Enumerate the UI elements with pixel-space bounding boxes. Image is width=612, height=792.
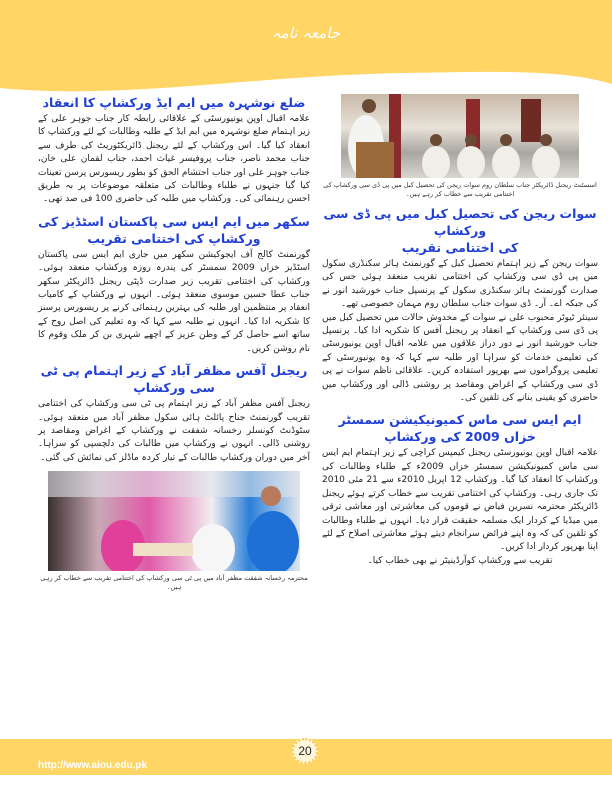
article-nowshera: [38, 94, 310, 207]
page-number: 20: [292, 738, 318, 764]
article-sukkur: [38, 213, 310, 356]
website-link[interactable]: http://www.aiou.edu.pk: [38, 760, 148, 771]
right-column: [322, 94, 598, 574]
article-paragraph: سینئر ٹیوٹر محبوب علی نے سوات کے مخدوش حالات میں تحصیل کبل میں پی ڈی سی ورکشاپ کے انعقاد پر ریجنل آفس کا شکریہ ادا کیا۔ پرنسپل جناب خورشید انور نے دور دراز علاقوں میں علامہ اقبال اوپن یونیورسٹی کی تعلیمی خدمات کو سراہا اور طلبہ سے کہا کہ وہ یونیورسٹی کے تعلیمی پروگراموں سے بھرپور استفادہ کریں۔ علاقائی ناظم سوات نے پی ڈی سی ورکشاپ کے اغراض ومقاصد پر روشنی ڈالی اور ورکشاپ میں حاضری کو یقینی بنانے کی تلقین کی۔: [322, 312, 598, 404]
article-body: ریجنل آفس مظفر آباد کے زیر اہتمام پی ٹی سی ورکشاپ کی اختتامی تقریب گورنمنٹ جناح پائلٹ ہائی سکول مظفر آباد میں منعقد ہوئی۔ سٹوڈنٹ کونسلر رخسانہ شفقت نے ورکشاپ کے اغراض ومقاصد پر روشنی ڈالی۔ انہوں نے ورکشاپ میں طالبات کی دلچسپی کو سراہا۔ آخر میں دوران ورکشاپ طالبات کے تیار کردہ ماڈلز کی نمائش کی گئی۔: [38, 399, 310, 463]
article-paragraph: تقریب سے ورکشاپ کوآرڈینیٹر نے بھی خطاب کیا۔: [367, 555, 553, 566]
article-title-line2: کی اختتامی تقریب: [401, 240, 519, 255]
photo-swat-workshop: [341, 94, 579, 178]
article-mass-communication: [322, 411, 598, 568]
header-wave: [0, 0, 612, 92]
article-swat: [322, 205, 598, 405]
article-title: سکھر میں ایم ایس سی پاکستان اسٹڈیز کی ورکشاپ کی اختتامی تقریب: [38, 213, 310, 246]
article-title: ضلع نوشہرہ میں ایم ایڈ ورکشاپ کا انعقاد: [42, 95, 306, 110]
article-body: گورنمنٹ کالج آف ایجوکیشن سکھر میں جاری ایم ایس سی پاکستان اسٹڈیز خزاں 2009 سمسٹر کی پندرہ روزہ ورکشاپ منعقد ہوئی۔ ورکشاپ کی اختتامی تقریب زیر صدارت ڈپٹی ریجنل ڈائریکٹر سکھر جناب عطا حسین موسوی منعقد ہوئی۔ انہوں نے ورکشاپ کے کامیاب انعقاد پر منتظمین اور طلبہ کی بہترین رہنمائی کرنے پر ریسورس پرسنز کا شکریہ ادا کیا۔ انہوں نے طلبہ سے کہا کہ وہ تعلیم کی اصل روح کے ساتھ اسے حاصل کر کے وطن عزیز کے اچھے شہری بن کر ملک وقوم کا نام روشن کریں۔: [38, 249, 310, 354]
article-paragraph: سوات ریجن کے زیر اہتمام تحصیل کبل کے گورنمنٹ ہائر سکنڈری سکول میں پی ڈی سی ورکشاپ کی اختتامی تقریب منعقد ہوئی جس کی صدارت گورنمنٹ ہائر سکنڈری سکول کے پرنسپل جناب خورشید انور نے کی جبکہ اے۔ آر۔ ڈی سوات جناب سلطان روم مہمان خصوصی تھے۔: [322, 259, 598, 310]
photo-caption: محترمہ رخسانہ شفقت مظفر آباد میں پی ٹی سی ورکشاپ کی اختتامی تقریب سے خطاب کر رہی ہیں۔: [40, 574, 308, 592]
photo-muzaffarabad-workshop: [48, 471, 300, 571]
publication-title: جامعہ نامہ: [271, 24, 341, 42]
header-banner: [0, 0, 612, 92]
article-muzaffarabad: [38, 362, 310, 465]
photo-caption: اسسٹنٹ ریجنل ڈائریکٹر جناب سلطان روم سوات ریجن کی تحصیل کبل میں پی ڈی سی ورکشاپ کی اختتامی تقریب سے خطاب کر رہے ہیں۔: [323, 181, 597, 198]
article-paragraph: علامہ اقبال اوپن یونیورسٹی ریجنل کیمپس کراچی کے زیر اہتمام ایم ایس سی ماس کمیونیکیشن سمسٹر خزاں 2009ء کے طلباء وطالبات کی ورکشاپ کا انعقاد کیا گیا۔ ورکشاپ 12 اپریل 2010ء سے 21 مئی 2010 تک جاری رہی۔ ورکشاپ کی اختتامی تقریب سے خطاب کرتے ہوئے ریجنل ڈائریکٹر محترمہ نسرین فیاض نے قوموں کی معاشرتی اور معاشی ترقی میں میڈیا کے کردار ایک مسلمہ حقیقت قرار دیا۔ انہوں نے طلباء وطالبات کو تلقین کی کہ وہ اپنے فرائض سرانجام دیتے ہوئے معاشرتی اصلاح کے لئے اپنا بھرپور کردار ادا کریں۔: [322, 448, 598, 553]
footer-bar: [0, 739, 612, 775]
left-column: [38, 94, 310, 598]
photo-figures: [341, 94, 579, 178]
article-title: ایم ایس سی ماس کمیونیکیشن سمسٹر خزاں 2009 کی ورکشاپ: [338, 412, 582, 445]
article-title: سوات ریجن کی تحصیل کبل میں پی ڈی سی ورکشاپ: [323, 206, 597, 238]
photo-figures: [48, 471, 300, 571]
article-title: ریجنل آفس مظفر آباد کے زیر اہتمام پی ٹی سی ورکشاپ: [40, 363, 308, 396]
article-body: علامہ اقبال اوپن یونیورسٹی کے علاقائی رابطہ کار جناب جوہر علی کے زیر اہتمام ضلع نوشہرہ میں ایم ایڈ کے طلبہ وطالبات کے لئے ورکشاپ کا انعقاد کیا گیا۔ اس ورکشاپ کے لئے ریجنل ڈائریکٹوریٹ کی طرف سے جناب محمد ناصر، جناب پروفیسر غیاث احمد، جناب لقمان علی خان، جناب جوہر علی اور جناب احتشام الحق کو بطور ریسورس پرسن تعینات کیا گیا جنہوں نے طلباء وطالبات کی متعلقہ موضوعات پر بہ طریق احسن رہنمائی کی۔ ورکشاپ میں طلبہ کی حاضری 100 فی صد تھی۔: [38, 114, 310, 205]
